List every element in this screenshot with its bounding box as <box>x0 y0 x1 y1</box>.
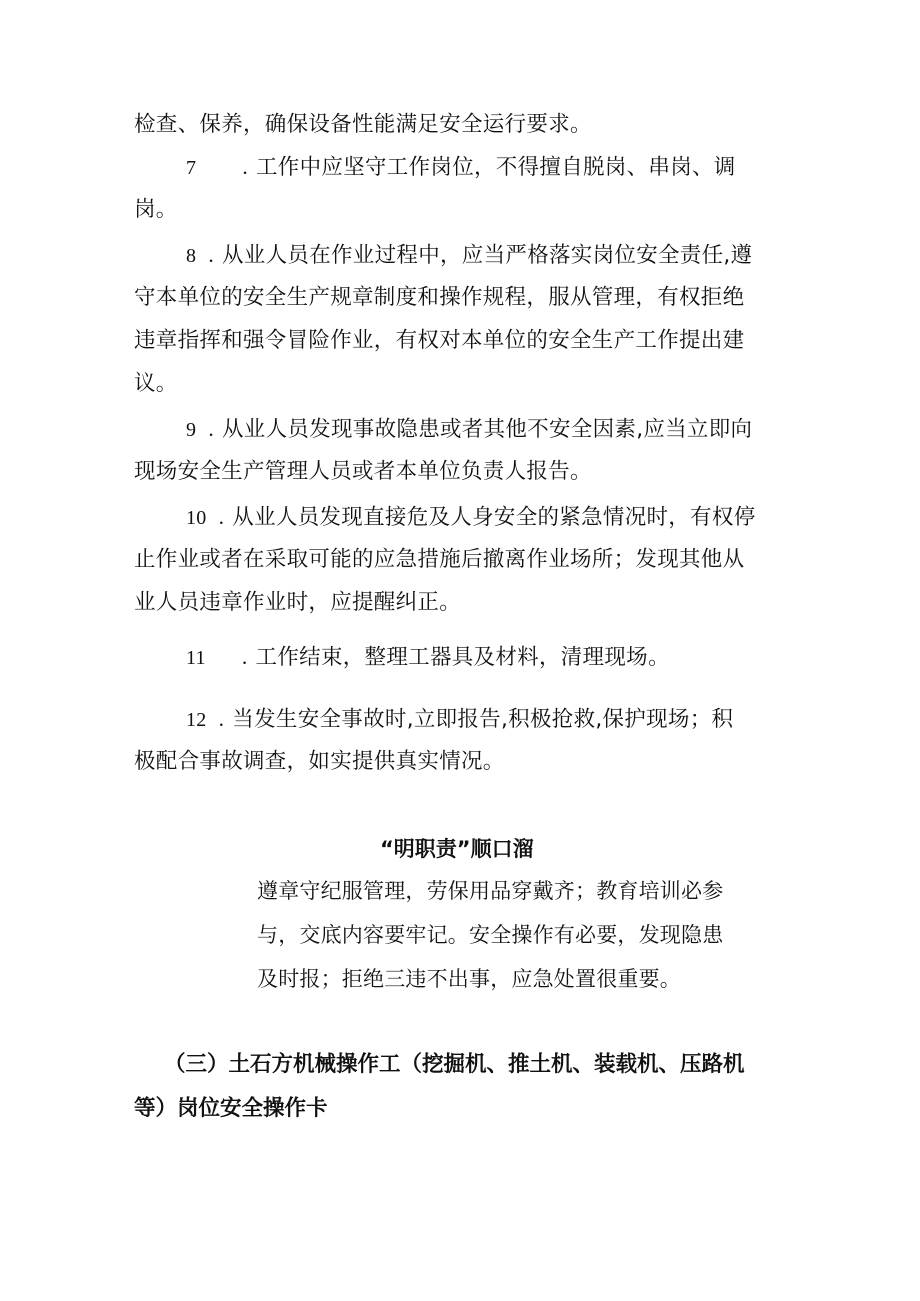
item-10-number: 10 <box>186 507 207 529</box>
item-7-dot: . <box>242 155 248 179</box>
item-9-number: 9 <box>186 419 197 441</box>
item-12 <box>186 704 733 735</box>
item-10-dot: . <box>218 505 225 529</box>
item-10-line-3: 业人员违章作业时，应提醒纠正。 <box>134 590 462 615</box>
rhyme-line-2: 与，交底内容要牢记。安全操作有必要，发现隐患 <box>257 923 724 947</box>
item-9-line-2: 现场安全生产管理人员或者本单位负责人报告。 <box>134 459 592 484</box>
paragraph-6-tail: 检查、保养，确保设备性能满足安全运行要求。 <box>134 112 592 137</box>
section-title-line-1: （三）土石方机械操作工（挖掘机、推土机、装载机、压路机 <box>164 1052 745 1077</box>
item-10-line-2: 止作业或者在采取可能的应急措施后撤离作业场所；发现其他从 <box>134 547 745 572</box>
item-8 <box>186 240 752 271</box>
item-8-line-3: 违章指挥和强令冒险作业，有权对本单位的安全生产工作提出建 <box>134 328 745 353</box>
item-12-number: 12 <box>186 709 207 731</box>
item-9-text: 从业人员发现事故隐患或者其他不安全因素,应当立即向 <box>222 417 753 442</box>
section-title-line-2: 等）岗位安全操作卡 <box>134 1096 328 1121</box>
item-11 <box>186 642 670 673</box>
item-12-dot: . <box>218 707 225 731</box>
item-8-dot: . <box>208 243 214 267</box>
item-7-text: 工作中应坚守工作岗位，不得擅自脱岗、串岗、调 <box>256 155 736 180</box>
item-11-number: 11 <box>186 647 206 669</box>
item-12-text: 当发生安全事故时,立即报告,积极抢救,保护现场；积 <box>232 707 734 732</box>
item-10 <box>186 502 756 533</box>
item-10-text: 从业人员发现直接危及人身安全的紧急情况时，有权停 <box>232 505 756 530</box>
rhyme-line-1: 遵章守纪服管理，劳保用品穿戴齐；教育培训必参 <box>257 879 724 903</box>
item-11-dot: . <box>241 645 248 669</box>
rhyme-line-3: 及时报；拒绝三违不出事，应急处置很重要。 <box>257 967 681 991</box>
item-11-text: 工作结束，整理工器具及材料，清理现场。 <box>255 645 670 670</box>
item-7-number: 7 <box>186 157 197 179</box>
item-8-line-4: 议。 <box>134 371 178 396</box>
rhyme-title: “明职责”顺口溜 <box>380 837 534 861</box>
item-8-line-2: 守本单位的安全生产规章制度和操作规程，服从管理，有权拒绝 <box>134 285 745 310</box>
item-7-continuation: 岗。 <box>134 197 178 222</box>
item-9 <box>186 414 752 445</box>
item-12-line-2: 极配合事故调查，如实提供真实情况。 <box>134 749 505 774</box>
item-8-text: 从业人员在作业过程中，应当严格落实岗位安全责任,遵 <box>222 243 753 268</box>
item-9-dot: . <box>208 417 214 441</box>
item-7 <box>186 152 736 183</box>
item-8-number: 8 <box>186 245 197 267</box>
